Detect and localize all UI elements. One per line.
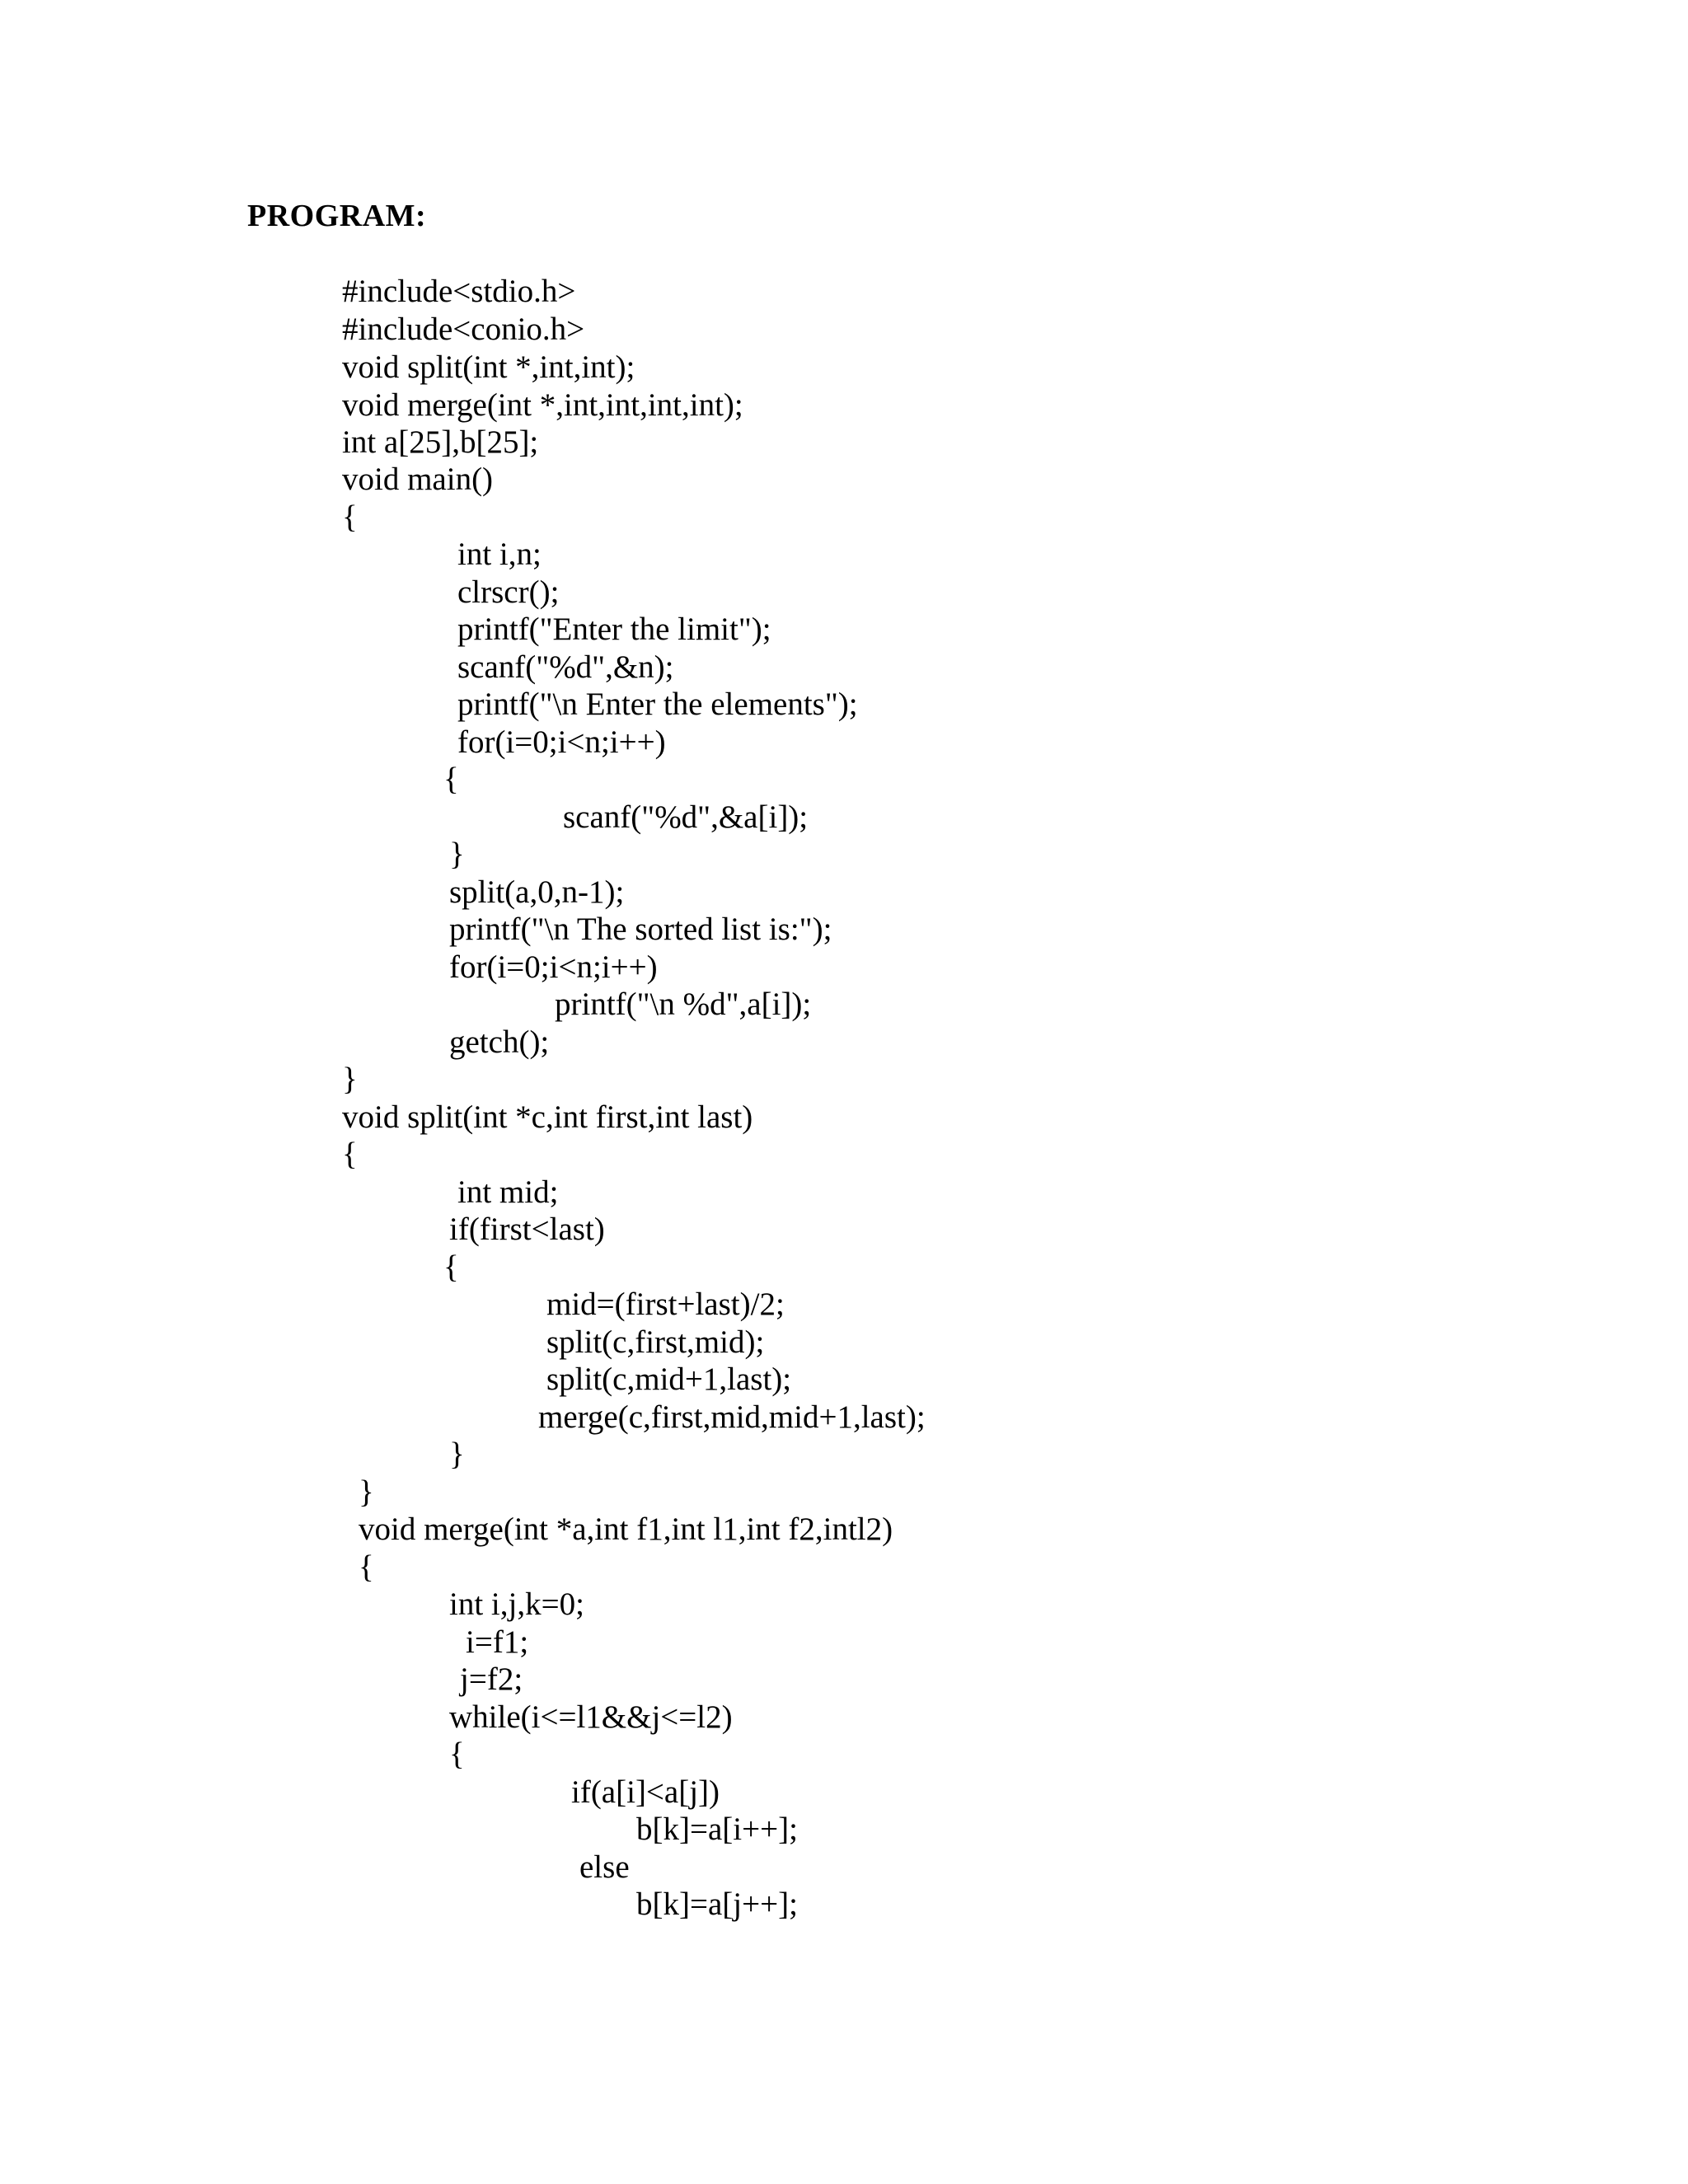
program-heading: PROGRAM: (247, 199, 427, 233)
code-line: int i,n; (457, 537, 542, 572)
code-line: split(c,mid+1,last); (546, 1361, 792, 1397)
code-line: for(i=0;i<n;i++) (457, 724, 666, 760)
code-line: else (579, 1849, 630, 1885)
code-line: printf("Enter the limit"); (457, 612, 771, 647)
code-line: printf("\n Enter the elements"); (457, 687, 858, 722)
code-line: } (359, 1474, 374, 1510)
code-line: scanf("%d",&a[i]); (563, 799, 809, 835)
code-line: { (359, 1549, 374, 1585)
code-line: if(first<last) (449, 1212, 605, 1247)
code-line: int mid; (457, 1174, 559, 1210)
code-line: getch(); (449, 1024, 550, 1060)
code-line: split(a,0,n-1); (449, 874, 625, 910)
code-line: if(a[i]<a[j]) (571, 1774, 720, 1810)
code-line: j=f2; (460, 1661, 523, 1697)
code-line: scanf("%d",&n); (457, 649, 674, 685)
code-line: int a[25],b[25]; (342, 424, 539, 460)
code-line: printf("\n %d",a[i]); (555, 987, 812, 1022)
code-line: } (342, 1062, 358, 1097)
code-line: } (449, 1436, 465, 1472)
code-line: #include<conio.h> (342, 312, 585, 347)
code-line: #include<stdio.h> (342, 274, 576, 309)
code-line: for(i=0;i<n;i++) (449, 949, 658, 985)
code-line: i=f1; (466, 1624, 529, 1660)
code-line: { (342, 499, 358, 535)
code-line: merge(c,first,mid,mid+1,last); (538, 1399, 926, 1435)
code-line: int i,j,k=0; (449, 1586, 584, 1622)
code-line: printf("\n The sorted list is:"); (449, 912, 832, 947)
code-line: { (342, 1137, 358, 1172)
code-line: } (449, 837, 465, 872)
code-line: while(i<=l1&&j<=l2) (449, 1699, 733, 1735)
code-line: void main() (342, 462, 494, 497)
code-line: b[k]=a[j++]; (636, 1886, 798, 1922)
code-line: clrscr(); (457, 574, 560, 610)
code-line: mid=(first+last)/2; (546, 1286, 785, 1322)
code-line: b[k]=a[i++]; (636, 1811, 798, 1847)
code-line: void split(int *,int,int); (342, 349, 635, 385)
code-line: void split(int *c,int first,int last) (342, 1099, 753, 1135)
code-line: { (449, 1736, 465, 1772)
code-line: split(c,first,mid); (546, 1324, 765, 1360)
code-line: void merge(int *a,int f1,int l1,int f2,intl2) (359, 1511, 893, 1547)
code-line: { (443, 762, 459, 797)
code-line: { (443, 1249, 459, 1285)
code-line: void merge(int *,int,int,int,int); (342, 387, 743, 423)
